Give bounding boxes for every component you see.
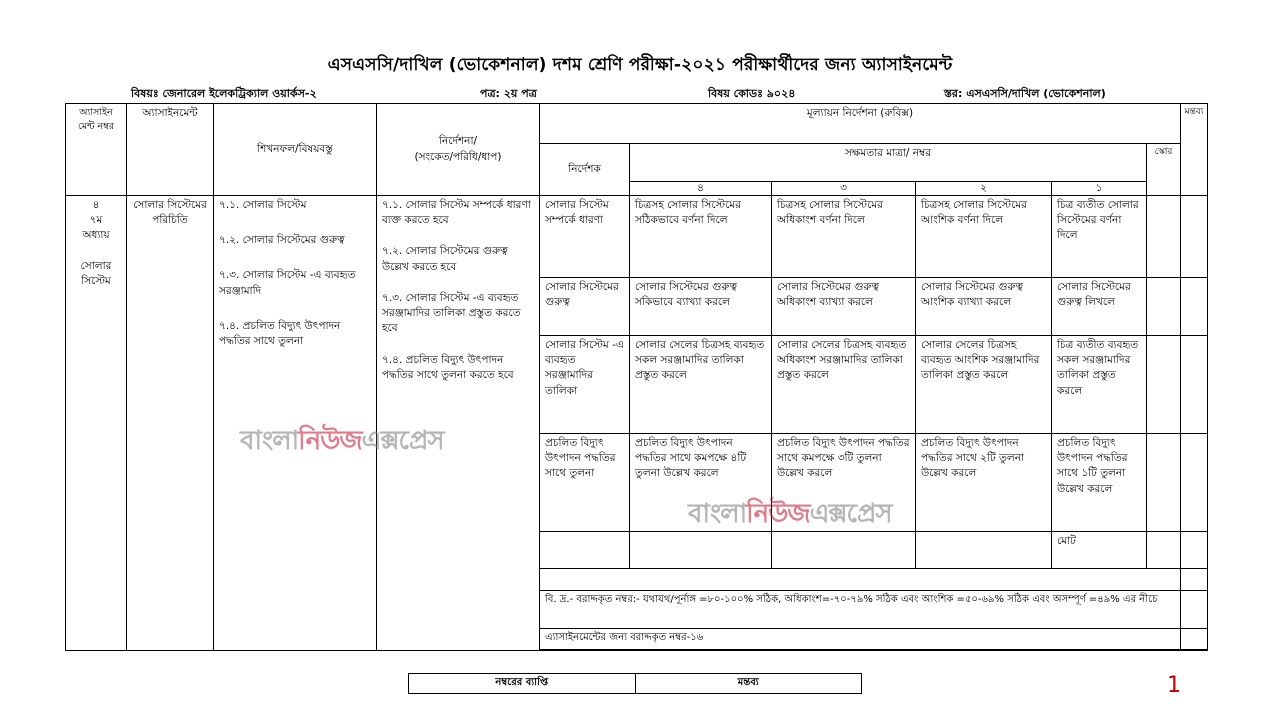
rubric-indicator: সোলার সিস্টেম সম্পর্কে ধারণা [540,196,630,278]
watermark-part: এক্সপ্রেস [361,426,444,456]
spacer-row [540,650,1208,651]
score-cell [1147,278,1181,336]
direction-item: ৭.৩. সোলার সিস্টেম -এ ব্যবহৃত সরঞ্জামাদির তালিকা প্রস্তুত করতে হবে [382,291,521,335]
document-title: এসএসসি/দাখিল (ভোকেশনাল) দশম শ্রেণি পরীক্ষা-২০২১ পরীক্ষার্থীদের জন্য অ্যাসাইনমেন্ট [327,55,953,75]
total-label: মোট [1052,532,1147,569]
header-remarks: মন্তব্য [1181,104,1208,196]
footer-range-header: নম্বরের ব্যাপ্তি [409,674,636,694]
subject-code-label: বিষয় কোডঃ ৯০২৪ [708,87,796,100]
score-cell [1147,336,1181,434]
rubric-level-2: প্রচলিত বিদ্যুৎ উৎপাদন পদ্ধতির সাথে ২টি তুলনা উল্লেখ করলে [916,434,1052,532]
remarks-cell [1181,569,1208,591]
rubric-level-1: চিত্র ব্যতীত সোলার সিস্টেমের বর্ণনা দিলে [1052,196,1147,278]
rubric-level-4: সোলার সিস্টেমের গুরুত্ব সকিভাবে ব্যাখ্যা করলে [630,278,772,336]
header-level-2: ২ [916,182,1052,196]
watermark-part: নিউজ [298,426,362,456]
remarks-cell [1181,278,1208,336]
empty-cell [772,532,916,569]
remarks-cell [1181,629,1208,650]
subject-label: বিষয়ঃ জেনারেল ইলেকট্রিক্যাল ওয়ার্কস-২ [131,87,317,100]
remarks-cell [1181,336,1208,434]
score-cell [1147,196,1181,278]
score-cell [1147,434,1181,532]
watermark-part: বাংলা [240,426,299,456]
rubric-level-2: চিত্রসহ সোলার সিস্টেমের আংশিক বর্ণনা দিলে [916,196,1052,278]
header-assignment-no: অ্যাসাইন মেন্ট নম্বর [66,104,127,196]
assignment-name-cell: সোলার সিস্টেমের পরিচিতি [127,196,214,651]
score-cell [1147,532,1181,569]
remarks-cell [1181,434,1208,532]
outcomes-cell [214,196,377,651]
header-assignment: অ্যাসাইনমেন্ট [127,104,214,196]
rubric-level-1: চিত্র ব্যতীত ব্যবহৃত সকল সরঞ্জামাদির তালিকা প্রস্তুত করলে [1052,336,1147,434]
rubric-level-3: প্রচলিত বিদ্যুৎ উৎপাদন পদ্ধতির সাথে কমপক্ষে ৩টি তুলনা উল্লেখ করলে [772,434,916,532]
rubric-indicator: সোলার সিস্টেমের গুরুত্ব [540,278,630,336]
direction-item: ৭.২. সোলার সিস্টেমের গুরুত্ব উল্লেখ করতে হবে [382,245,508,273]
assignment-table [65,103,1208,651]
header-level-3: ৩ [772,182,916,196]
watermark-part: নিউজ [746,499,810,529]
marks-note: বি. দ্র.- বরাদ্দকৃত নম্বর:- যথাযথ/পূর্নাঙ্গ =৮০-১০০% সঠিক, অধিকাংশ=-৭০-৭৯% সঠিক এবং আংশিক =৫০-৬৯% সঠিক এবং অসম্পূর্ণ =৪৯% এর নীচে [540,591,1181,629]
direction-item: ৭.৪. প্রচলিত বিদ্যুৎ উৎপাদন পদ্ধতির সাথে তুলনা করতে হবে [382,353,514,381]
header-score: স্কোর [1147,144,1181,196]
footer-table [408,673,862,694]
header-indicator: নির্দেশক [540,144,630,196]
empty-cell [916,532,1052,569]
rubric-level-4: প্রচলিত বিদ্যুৎ উৎপাদন পদ্ধতির সাথে কমপক্ষে ৪টি তুলনা উল্লেখ করলে [630,434,772,532]
header-rubric: মূল্যায়ন নির্দেশনা (রুবিক্স) [540,104,1181,144]
rubric-level-4: চিত্রসহ সোলার সিস্টেমের সঠিকভাবে বর্ণনা দিলে [630,196,772,278]
rubric-level-1: প্রচলিত বিদ্যুৎ উৎপাদন পদ্ধতির সাথে ১টি তুলনা উল্লেখ করলে [1052,434,1147,532]
rubric-level-3: চিত্রসহ সোলার সিস্টেমের অধিকাংশ বর্ণনা দিলে [772,196,916,278]
assignment-number-cell: ৪ ৭ম অধ্যায় সোলার সিস্টেম [66,196,127,651]
page-number: 1 [1167,673,1181,698]
paper-label: পত্র: ২য় পত্র [480,87,537,100]
header-competency: সক্ষমতার মাত্রা/ নম্বর [630,144,1147,182]
level-label: স্তর: এসএসসি/দাখিল (ভোকেশনাল) [944,87,1106,100]
blank-row [540,569,1181,591]
allotted-marks: এ্যাসাইনমেন্টের জন্য বরাদ্দকৃত নম্বর-১৬ [540,629,1181,650]
watermark-part: এক্সপ্রেস [809,499,892,529]
rubric-indicator: সোলার সিস্টেম -এ ব্যবহৃত সরঞ্জামাদির তালিকা [540,336,630,434]
rubric-level-4: সোলার সেলের চিত্রসহ ব্যবহৃত সকল সরঞ্জামাদির তালিকা প্রস্তুত করলে [630,336,772,434]
rubric-level-1: সোলার সিস্টেমের গুরুত্ব লিখলে [1052,278,1147,336]
outcome-item: ৭.৪. প্রচলিত বিদ্যুৎ উৎপাদন পদ্ধতির সাথে তুলনা [219,319,341,348]
directions-cell [377,196,540,651]
remarks-cell [1181,591,1208,629]
remarks-cell [1181,532,1208,569]
rubric-indicator: প্রচলিত বিদ্যুৎ উৎপাদন পদ্ধতির সাথে তুলনা [540,434,630,532]
empty-cell [630,532,772,569]
header-direction-line1: নির্দেশনা/ [438,135,478,148]
remarks-cell [1181,196,1208,278]
header-direction-line2: (সংকেত/পরিধি/ধাপ) [414,150,502,163]
rubric-level-3: সোলার সিস্টেমের গুরুত্ব অধিকাংশ ব্যাখ্যা করলে [772,278,916,336]
outcome-item: ৭.২. সোলার সিস্টেমের গুরুত্ব [219,234,345,247]
header-direction [377,104,540,196]
header-level-4: ৪ [630,182,772,196]
watermark-part: বাংলা [688,499,747,529]
rubric-level-2: সোলার সিস্টেমের গুরুত্ব আংশিক ব্যাখ্যা করলে [916,278,1052,336]
header-level-1: ১ [1052,182,1147,196]
header-outcome: শিখনফল/বিষয়বস্তু [214,104,377,196]
outcome-item: ৭.৩. সোলার সিস্টেম -এ ব্যবহৃত সরঞ্জামাদি [219,269,356,297]
rubric-level-3: সোলার সেলের চিত্রসহ ব্যবহৃত অধিকাংশ সরঞ্জামাদির তালিকা প্রস্তুত করলে [772,336,916,434]
rubric-level-2: সোলার সেলের চিত্রসহ ব্যবহৃত আংশিক সরঞ্জামাদির তালিকা প্রস্তুত করলে [916,336,1052,434]
footer-remarks-header: মন্তব্য [635,674,862,694]
outcome-item: ৭.১. সোলার সিস্টেম [219,199,307,211]
direction-item: ৭.১. সোলার সিস্টেম সম্পর্কে ধারণা ব্যক্ত করতে হবে [382,199,531,227]
empty-cell [540,532,630,569]
